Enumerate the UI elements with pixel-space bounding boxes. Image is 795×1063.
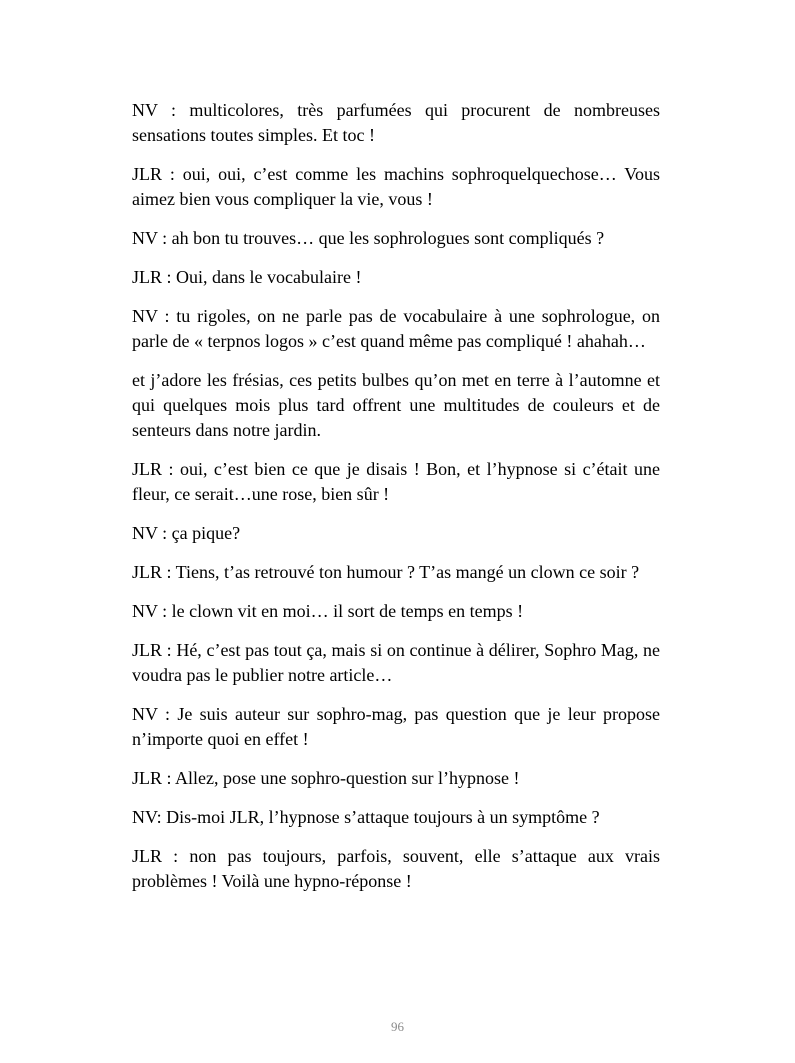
page-number: 96	[391, 1019, 404, 1034]
paragraph: NV : tu rigoles, on ne parle pas de vocabulaire à une sophrologue, on parle de « terpnos logos » c’est quand même pas compliqué ! ahahah…	[132, 306, 660, 351]
paragraph: JLR : Allez, pose une sophro-question sur l’hypnose !	[132, 768, 520, 788]
paragraph: JLR : Oui, dans le vocabulaire !	[132, 267, 362, 287]
paragraph: NV : Je suis auteur sur sophro-mag, pas question que je leur propose n’importe quoi en effet !	[132, 704, 660, 749]
paragraph: JLR : Tiens, t’as retrouvé ton humour ? T’as mangé un clown ce soir ?	[132, 562, 640, 582]
paragraph: NV : ah bon tu trouves… que les sophrologues sont compliqués ?	[132, 228, 605, 248]
paragraph: JLR : oui, oui, c’est comme les machins sophroquelquechose… Vous aimez bien vous compliquer la vie, vous !	[132, 164, 660, 209]
paragraph: NV : ça pique?	[132, 523, 241, 543]
paragraph: NV : le clown vit en moi… il sort de temps en temps !	[132, 601, 524, 621]
paragraph: NV: Dis-moi JLR, l’hypnose s’attaque toujours à un symptôme ?	[132, 807, 600, 827]
paragraph: et j’adore les frésias, ces petits bulbes qu’on met en terre à l’automne et qui quelques mois plus tard offrent une multitudes de couleurs et de senteurs dans notre jardin.	[132, 370, 660, 440]
paragraph: JLR : Hé, c’est pas tout ça, mais si on continue à délirer, Sophro Mag, ne voudra pas le publier notre article…	[132, 640, 660, 685]
dialogue-text	[132, 98, 660, 908]
paragraph: JLR : oui, c’est bien ce que je disais ! Bon, et l’hypnose si c’était une fleur, ce serait…une rose, bien sûr !	[132, 459, 660, 504]
paragraph: NV : multicolores, très parfumées qui procurent de nombreuses sensations toutes simples. Et toc !	[132, 100, 660, 145]
paragraph: JLR : non pas toujours, parfois, souvent, elle s’attaque aux vrais problèmes ! Voilà une hypno-réponse !	[132, 846, 660, 891]
